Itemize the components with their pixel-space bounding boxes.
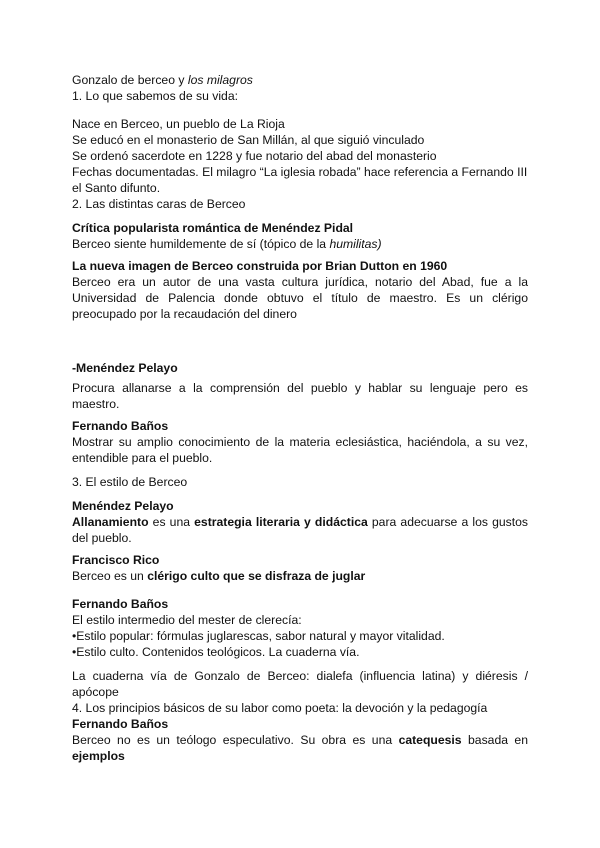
dutton-title: La nueva imagen de Berceo construida por Brian Dutton en 1960 (72, 259, 448, 273)
bio-line: Se ordenó sacerdote en 1228 y fue notario del abad del monasterio (72, 149, 437, 163)
pelayo-title: -Menéndez Pelayo (72, 361, 178, 375)
doc-title: Gonzalo de berceo y los milagros (72, 73, 253, 87)
pelayo-text: Procura allanarse a la comprensión del pueblo y hablar su lenguaje pero es maestro. (72, 381, 528, 411)
estilo-pelayo-text: Allanamiento es una estrategia literaria y didáctica para adecuarse a los gustos del pueblo. (72, 515, 528, 545)
critica-title: Crítica popularista romántica de Menéndez Pidal (72, 221, 354, 235)
s4-banos-title: Fernando Baños (72, 717, 169, 731)
cuaderna-text: La cuaderna vía de Gonzalo de Berceo: dialefa (influencia latina) y diéresis / apócope (72, 669, 528, 699)
estilo-banos-title: Fernando Baños (72, 597, 169, 611)
critica-text: Berceo siente humildemente de sí (tópico de la humilitas) (72, 237, 382, 251)
bullet-item: •Estilo popular: fórmulas juglarescas, sabor natural y mayor vitalidad. (72, 629, 445, 643)
bio-line: Se educó en el monasterio de San Millán, al que siguió vinculado (72, 133, 425, 147)
bio-line: Fechas documentadas. El milagro “La iglesia robada” hace referencia a Fernando III (72, 165, 528, 179)
rico-title: Francisco Rico (72, 553, 160, 567)
section-4-heading: 4. Los principios básicos de su labor como poeta: la devoción y la pedagogía (72, 701, 488, 715)
bio-line: Nace en Berceo, un pueblo de La Rioja (72, 117, 285, 131)
estilo-pelayo-title: Menéndez Pelayo (72, 499, 174, 513)
estilo-banos-intro: El estilo intermedio del mester de clerecía: (72, 613, 302, 627)
section-3-heading: 3. El estilo de Berceo (72, 475, 188, 489)
section-1-heading: 1. Lo que sabemos de su vida: (72, 89, 238, 103)
banos-title: Fernando Baños (72, 419, 169, 433)
bullet-item: •Estilo culto. Contenidos teológicos. La cuaderna vía. (72, 645, 360, 659)
document-page (72, 72, 528, 764)
rico-text: Berceo es un clérigo culto que se disfraza de juglar (72, 569, 366, 583)
section-2-heading: 2. Las distintas caras de Berceo (72, 197, 246, 211)
banos-text: Mostrar su amplio conocimiento de la materia eclesiástica, haciéndola, a su vez, entendible para el pueblo. (72, 435, 528, 465)
bio-line: el Santo difunto. (72, 181, 161, 195)
s4-banos-text: Berceo no es un teólogo especulativo. Su obra es una catequesis basada en ejemplos (72, 733, 528, 763)
dutton-text: Berceo era un autor de una vasta cultura jurídica, notario del Abad, fue a la Universidad de Palencia donde obtuvo el título de maestro. Es un clérigo preocupado por la recaudación del dinero (72, 275, 528, 321)
